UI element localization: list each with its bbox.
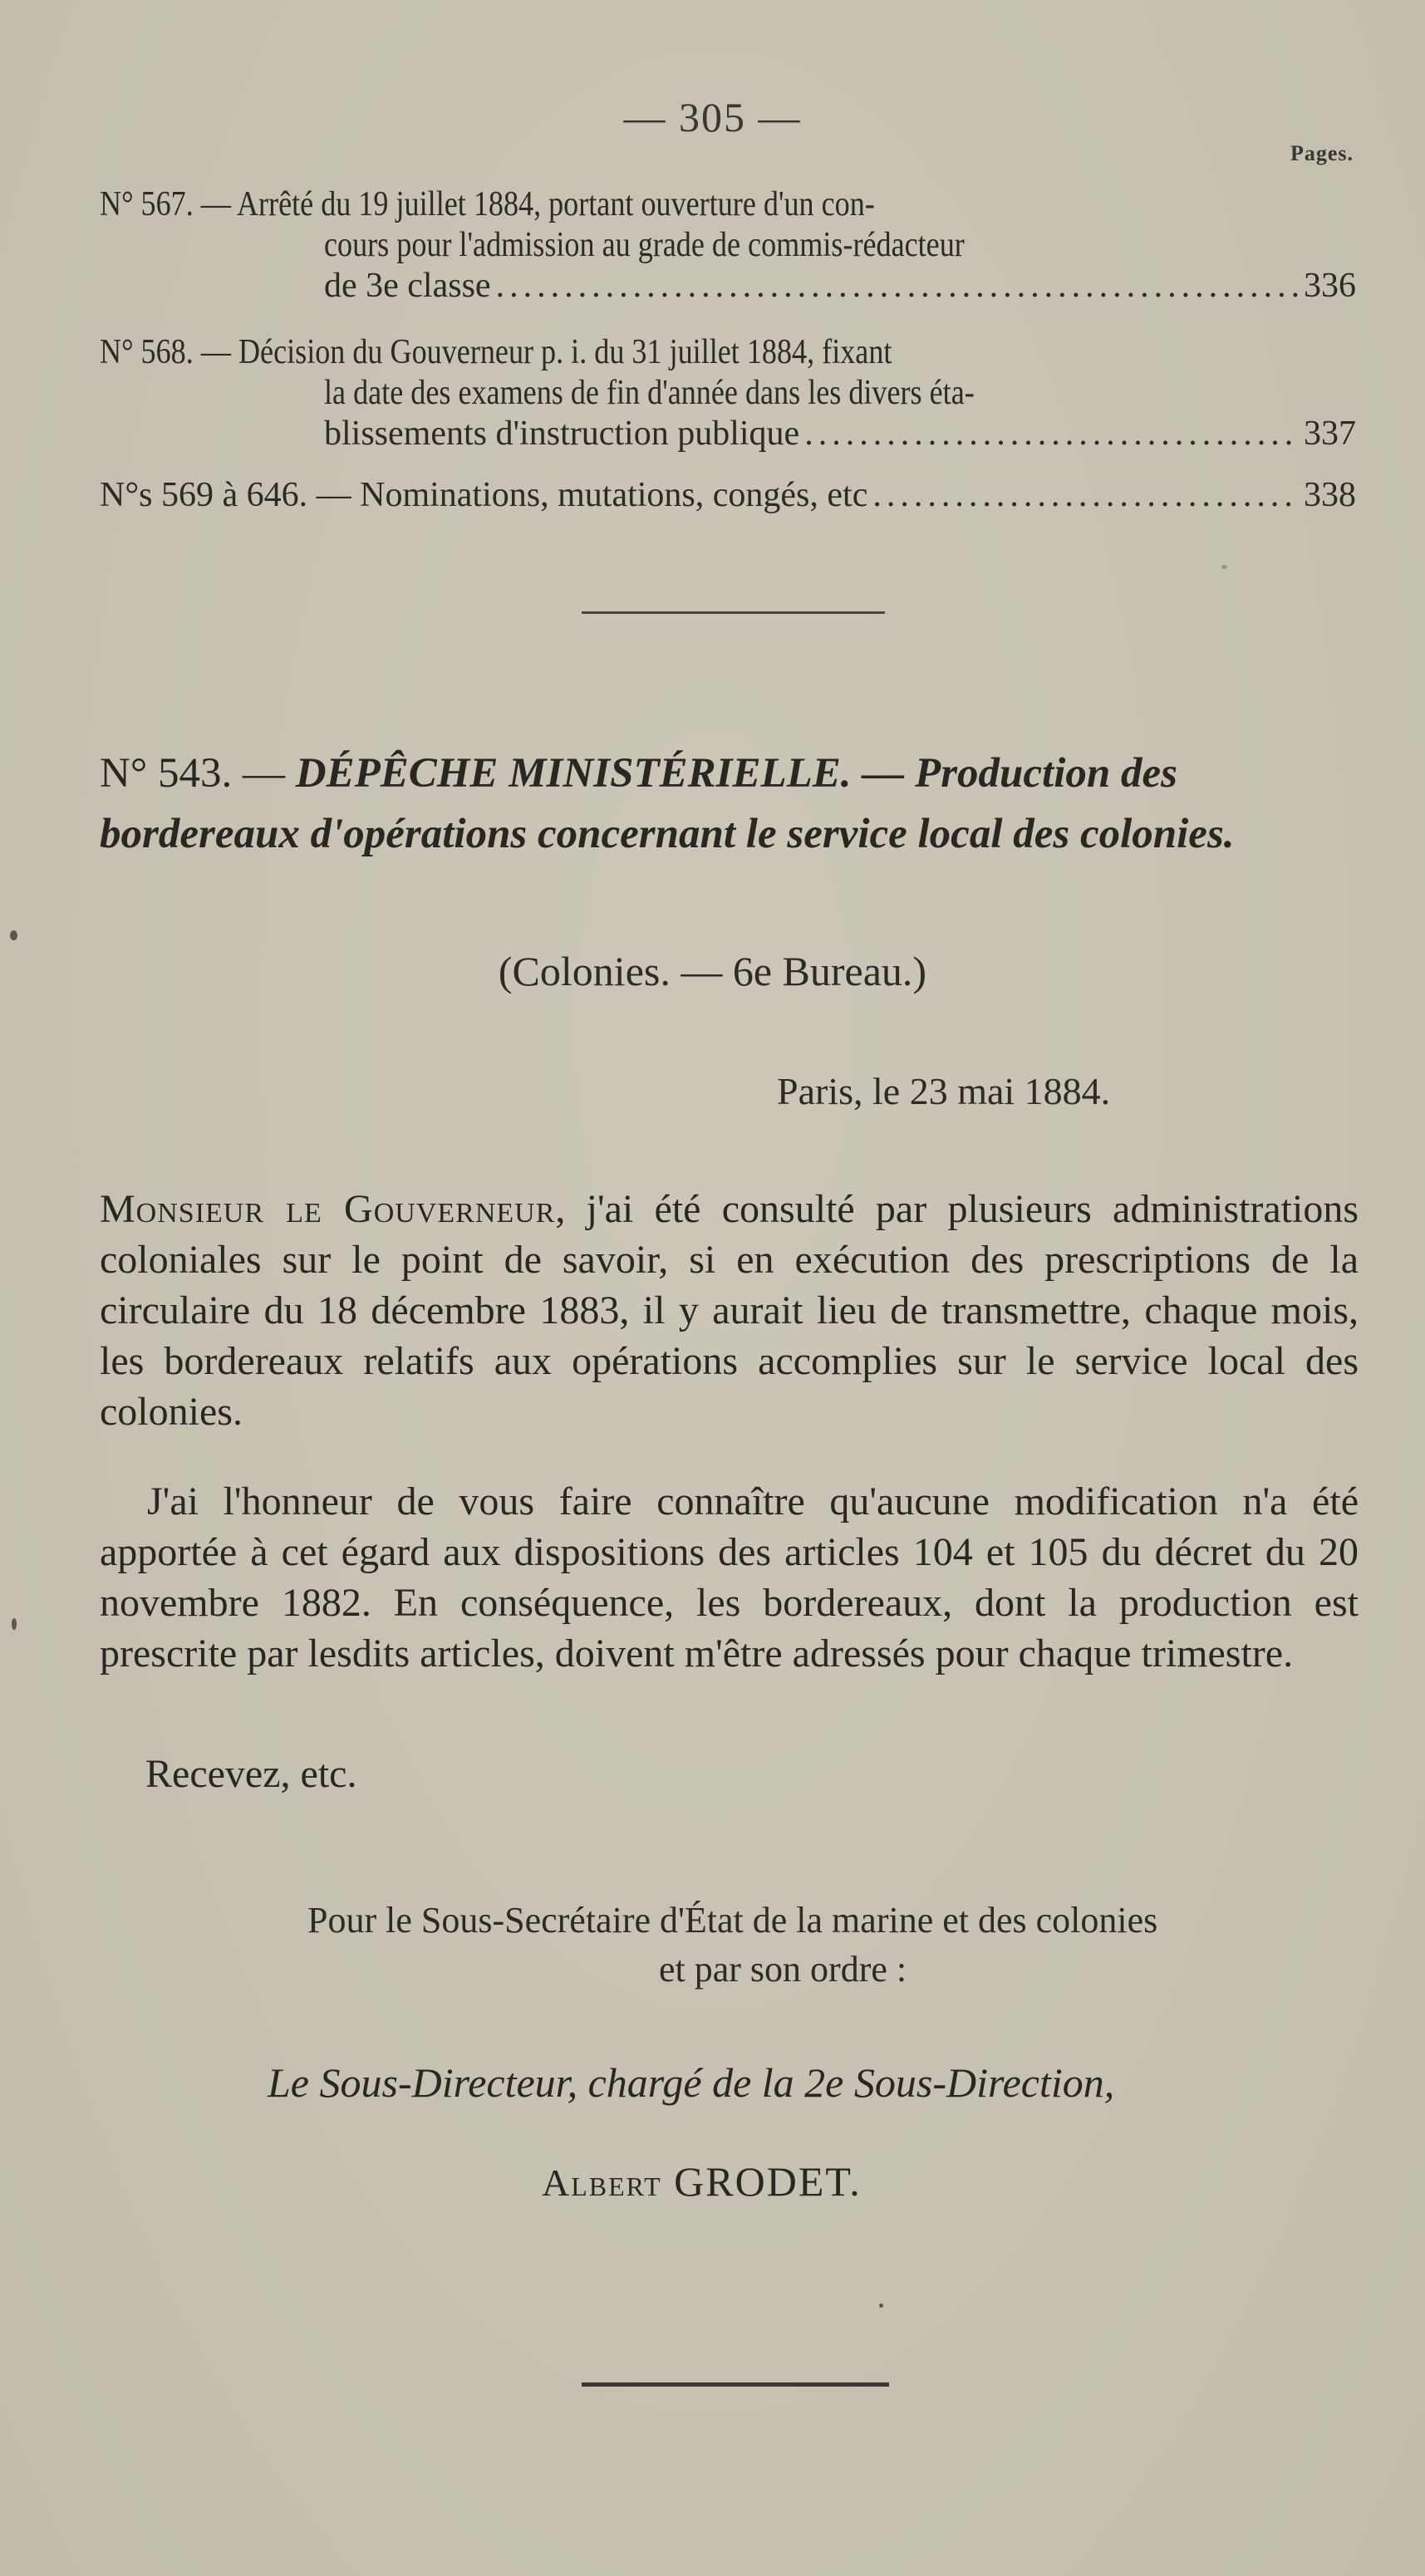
entry-568-line-2: la date des examens de fin d'année dans les divers éta- — [324, 374, 975, 412]
entry-567-last-text: de 3e classe — [324, 267, 491, 305]
page-number: — 305 — — [623, 94, 802, 140]
signatory-last-name: GRODET. — [674, 2158, 862, 2205]
entry-567-line-3 — [324, 266, 1356, 306]
entry-568-last-text: blissements d'instruction publique — [324, 415, 800, 453]
paper-speck — [10, 930, 17, 940]
entry-568-page: 337 — [1304, 415, 1356, 453]
paper-speck — [879, 2304, 883, 2308]
dispatch-title: DÉPÊCHE MINISTÉRIELLE. — Production des bordereaux d'opérations concernant le service local des colonies. — [100, 750, 1235, 857]
entry-567-line-2: cours pour l'admission au grade de commis-rédacteur — [324, 226, 965, 264]
entry-569-646-line — [100, 475, 1356, 515]
end-separator — [582, 2382, 889, 2387]
bureau-line: (Colonies. — 6e Bureau.) — [498, 948, 927, 994]
signatory-title: Le Sous-Directeur, chargé de la 2e Sous-Direction, — [268, 2059, 1115, 2106]
dot-leader — [496, 266, 1299, 306]
paper-speck — [12, 1618, 17, 1630]
entry-569-646-text: N°s 569 à 646. — Nominations, mutations, congés, etc — [100, 476, 868, 514]
paragraph-1 — [100, 1184, 1359, 1437]
section-separator — [582, 611, 885, 614]
pages-column-label: Pages. — [1290, 141, 1354, 165]
entry-568-line-3 — [324, 414, 1356, 454]
paragraph-1-text: , j'ai été consulté par plusieurs administrations coloniales sur le point de savoir, si en exécution des prescriptions de la circulaire du 18 décembre 1883, il y aurait lieu de transmettre, chaque mois, les bordereaux relatifs aux opérations accomplies sur le service local des colonies. — [100, 1187, 1359, 1434]
closing-line: Recevez, etc. — [145, 1752, 357, 1796]
entry-567-line-1: N° 567. — Arrêté du 19 juillet 1884, portant ouverture d'un con- — [100, 185, 875, 223]
salutation: Monsieur le Gouverneur — [100, 1187, 556, 1231]
place-date: Paris, le 23 mai 1884. — [777, 1070, 1111, 1112]
dot-leader — [872, 475, 1299, 515]
signatory-first-name: Albert — [542, 2161, 662, 2204]
entry-569-646-page: 338 — [1304, 476, 1356, 514]
entry-568-line-1: N° 568. — Décision du Gouverneur p. i. du 31 juillet 1884, fixant — [100, 333, 892, 371]
dot-leader — [804, 414, 1299, 454]
dispatch-heading — [100, 743, 1371, 865]
signature-authority: Pour le Sous-Secrétaire d'État de la marine et des colonies — [307, 1900, 1158, 1941]
signatory-name — [542, 2157, 862, 2206]
dispatch-number: N° 543. — — [100, 750, 296, 797]
paragraph-2: J'ai l'honneur de vous faire connaître qu'aucune modification n'a été apportée à cet égard aux dispositions des articles 104 et 105 du décret du 20 novembre 1882. En conséquence, les bordereaux, dont la production est prescrite par lesdits articles, doivent m'être adressés pour chaque trimestre. — [100, 1479, 1359, 1676]
signature-order: et par son ordre : — [659, 1949, 907, 1990]
entry-567-page: 336 — [1304, 267, 1356, 305]
paper-speck — [1221, 565, 1227, 569]
